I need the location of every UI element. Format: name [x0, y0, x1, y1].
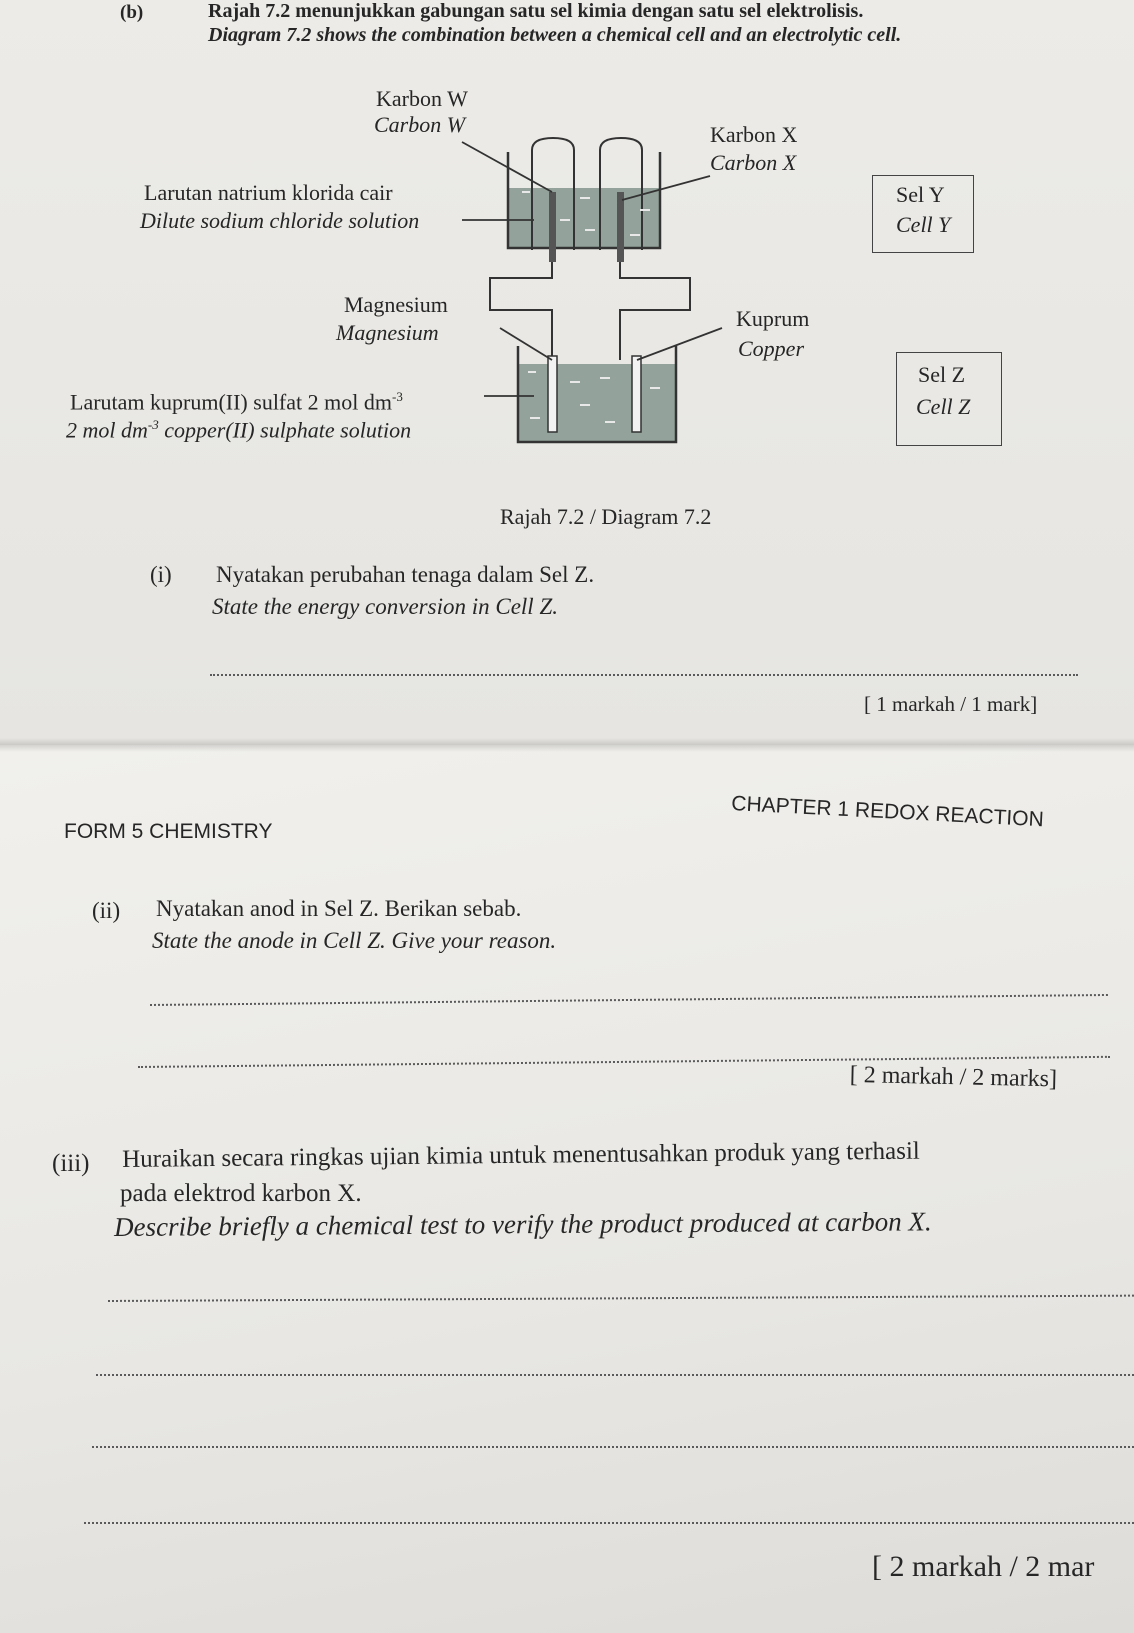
copper-label-english: Copper — [738, 336, 804, 361]
q1-malay: Nyatakan perubahan tenaga dalam Sel Z. — [216, 562, 595, 587]
cuso4-solution — [518, 364, 676, 442]
cell-y-label-english: Cell Y — [896, 212, 951, 237]
cell-z-label-malay: Sel Z — [918, 362, 966, 387]
q3-answer-line-3[interactable] — [92, 1446, 1134, 1448]
q1-english: State the energy conversion in Cell Z. — [212, 594, 558, 619]
q3-marks: [ 2 markah / 2 mar — [872, 1550, 1095, 1583]
carbon-x-electrode — [617, 192, 624, 262]
wire-left — [490, 262, 552, 360]
intro-english: Diagram 7.2 shows the combination between a chemical cell and an electrolytic cell. — [208, 24, 902, 46]
cell-z-label-english: Cell Z — [916, 394, 971, 419]
q3-english: Describe briefly a chemical test to verify the product produced at carbon X. — [114, 1206, 932, 1242]
q3-answer-line-2[interactable] — [96, 1374, 1134, 1376]
q3-malay-line2: pada elektrod karbon X. — [120, 1180, 362, 1207]
copper-electrode — [632, 356, 641, 432]
cuso4-label-english: 2 mol $dm^{-3}$ copper(II) sulphate solution — [66, 417, 412, 443]
q3-malay-line1: Huraikan secara ringkas ujian kimia untuk menentusahkan produk yang terhasil — [122, 1137, 920, 1173]
q2-marks: [ 2 markah / 2 marks] — [849, 1062, 1058, 1093]
diagram-caption: Rajah 7.2 / Diagram 7.2 — [500, 504, 712, 529]
subject-header: FORM 5 CHEMISTRY — [64, 820, 273, 843]
chapter-header: CHAPTER 1 REDOX REACTION — [730, 792, 1045, 832]
q1-answer-line[interactable] — [210, 674, 1078, 676]
q3-answer-line-4[interactable] — [84, 1522, 1134, 1524]
nacl-label-english: Dilute sodium chloride solution — [140, 208, 420, 233]
nacl-label-malay: Larutan natrium klorida cair — [144, 180, 393, 205]
q1-marks: [ 1 markah / 1 mark] — [864, 692, 1038, 716]
carbon-x-label-english: Carbon X — [710, 150, 797, 175]
wire-right — [620, 262, 690, 360]
page-fold-shadow — [0, 738, 1134, 752]
copper-label-malay: Kuprum — [736, 306, 810, 331]
q2-english: State the anode in Cell Z. Give your reason. — [152, 928, 557, 953]
pointer-magnesium — [500, 328, 552, 360]
magnesium-label-malay: Magnesium — [344, 292, 448, 317]
carbon-w-electrode — [549, 192, 556, 262]
carbon-w-label-english: Carbon W — [374, 112, 466, 137]
cell-y-label-malay: Sel Y — [896, 182, 945, 207]
q2-malay: Nyatakan anod in Sel Z. Berikan sebab. — [156, 896, 522, 921]
magnesium-electrode — [548, 356, 557, 432]
carbon-w-label-malay: Karbon W — [376, 86, 468, 111]
q3-number: (iii) — [52, 1150, 90, 1177]
magnesium-label-english: Magnesium — [336, 320, 439, 345]
pointer-copper — [637, 328, 722, 360]
question-label: (b) — [120, 2, 144, 23]
carbon-x-label-malay: Karbon X — [710, 122, 798, 147]
intro-malay: Rajah 7.2 menunjukkan gabungan satu sel kimia dengan satu sel elektrolisis. — [208, 0, 864, 22]
q2-number: (ii) — [92, 898, 121, 923]
q1-number: (i) — [150, 562, 172, 587]
cuso4-label-malay: Larutam kuprum(II) sulfat 2 mol $dm^{-3}$ — [70, 389, 403, 415]
